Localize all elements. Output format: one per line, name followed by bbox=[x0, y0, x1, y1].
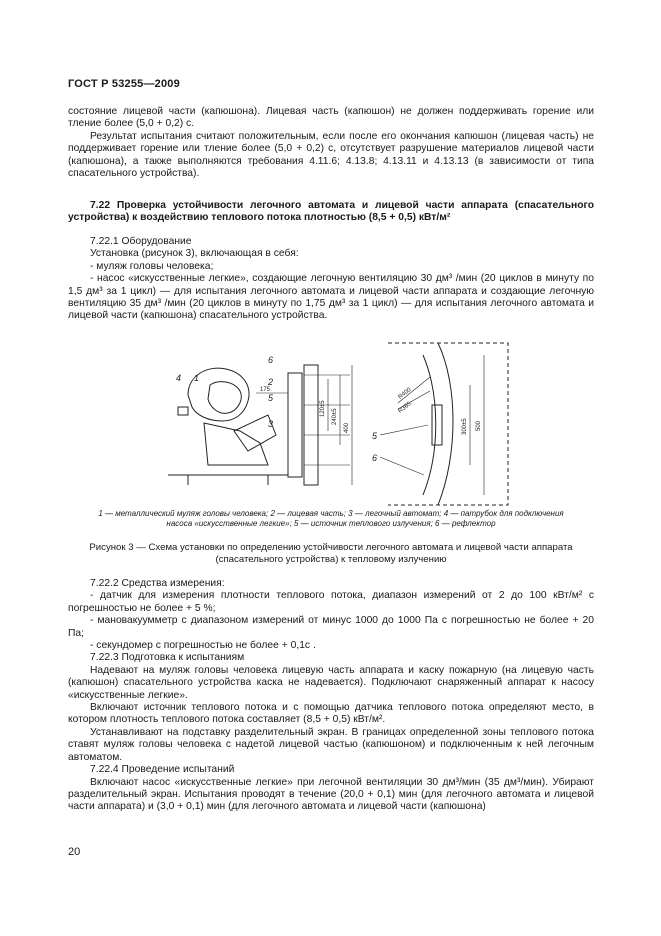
section-title-text: 7.22 Проверка устойчивости легочного автомата и лицевой части аппарата (спасательного устройства) к воздействию теплового потока плотностью (8,5 + 0,5) кВт/м² bbox=[68, 200, 594, 224]
caption-line: (спасательного устройства) к тепловому излучению bbox=[215, 554, 447, 565]
paragraph: 7.22.1 Оборудование bbox=[90, 236, 192, 247]
label-4: 4 bbox=[176, 373, 182, 383]
paragraph: Устанавливают на подставку разделительный экран. В границах определенной зоны теплового потока ставят муляж головы человека с надетой лицевой частью (капюшоном) и подключенным к ней легочным автоматом. bbox=[68, 726, 594, 763]
figure-caption bbox=[68, 542, 594, 566]
label-6-right: 6 bbox=[372, 453, 378, 463]
radiator-shape bbox=[432, 405, 442, 445]
paragraph: 7.22.4 Проведение испытаний bbox=[90, 764, 235, 776]
dim-400: 400 bbox=[344, 422, 350, 433]
radius-365: R365 bbox=[397, 401, 413, 415]
text-block-1 bbox=[68, 106, 594, 180]
paragraph: Результат испытания считают положительным, если после его окончания капюшон (лицевая часть) не поддерживает горение или тление более (5,0 + 0,2) с, отсутствует разрушение материалов лицевой части (капюшона), а также выполняются требования 4.11.6; 4.13.8; 4.13.11 и 4.13.13 (в зависимости от типа спасательного устройства). bbox=[68, 130, 594, 180]
paragraph: Надевают на муляж головы человека лицевую часть аппарата и каску пожарную (на лицевую часть (капюшон) спасательного устройства каска не надевается). Подключают снаряженный аппарат к насосу «искусственные легкие». bbox=[68, 664, 594, 701]
dim-240: 240±5 bbox=[332, 408, 338, 425]
radius-400: R400 bbox=[397, 387, 413, 401]
paragraph: состояние лицевой части (капюшона). Лицевая часть (капюшон) не должен поддерживать горение или тление более (5,0 + 0,2) с. bbox=[68, 106, 594, 130]
dim-300: 300±5 bbox=[462, 418, 468, 435]
paragraph: - мановакуумметр с диапазоном измерений от минус 1000 до 1000 Па с погрешностью не более + 20 Па; bbox=[68, 615, 594, 639]
mask-visor-shape bbox=[208, 382, 241, 414]
label-6: 6 bbox=[268, 355, 274, 365]
page-number: 20 bbox=[68, 846, 81, 858]
head-stand-shape bbox=[204, 423, 268, 465]
label-2: 2 bbox=[268, 377, 274, 387]
base-legs bbox=[188, 475, 268, 485]
pump-connector-shape bbox=[178, 407, 188, 415]
paragraph: - муляж головы человека; bbox=[90, 260, 214, 272]
dim-120: 120±5 bbox=[320, 400, 326, 417]
text-block-2 bbox=[68, 236, 594, 323]
figure-3-diagram bbox=[148, 335, 528, 510]
dim-175: 175 bbox=[260, 387, 271, 393]
figure-legend bbox=[68, 509, 594, 529]
reflector-arc-inner bbox=[423, 355, 436, 495]
paragraph: - секундомер с погрешностью не более + 0,1с . bbox=[90, 640, 316, 652]
reflector-shape bbox=[304, 365, 318, 485]
legend-line: 1 — металлический муляж головы человека; 2 — лицевая часть; 3 — легочный автомат; 4 — патрубок для подключения bbox=[98, 509, 564, 518]
reflector-arc-outer bbox=[438, 343, 453, 505]
label-5: 5 bbox=[268, 393, 274, 403]
section-title bbox=[68, 200, 594, 225]
caption-line: Рисунок 3 — Схема установки по определению устойчивости легочного автомата и лицевой части аппарата bbox=[89, 542, 573, 553]
paragraph: Включают насос «искусственные легкие» при легочной вентиляции 30 дм³/мин (35 дм³/мин). Убирают разделительный экран. Испытания проводят в течение (20,0 + 0,1) мин (для легочного автомата и лицевой части аппарата) и (3,0 + 0,1) мин (для легочного автомата и лицевой части (капюшона) bbox=[68, 776, 594, 813]
label-1: 1 bbox=[194, 373, 200, 383]
label-5-right: 5 bbox=[372, 431, 378, 441]
paragraph: Включают источник теплового потока и с помощью датчика теплового потока определяют место, в котором плотность теплового потока составляет (8,5 + 0,5) кВт/м². bbox=[68, 702, 594, 726]
paragraph: Установка (рисунок 3), включающая в себя: bbox=[90, 248, 299, 260]
paragraph: 7.22.2 Средства измерения: bbox=[90, 578, 225, 589]
text-block-3 bbox=[68, 578, 594, 814]
paragraph: 7.22.3 Подготовка к испытаниям bbox=[90, 652, 245, 664]
dim-500: 500 bbox=[476, 420, 482, 431]
label-3: 3 bbox=[268, 419, 274, 429]
standard-header: ГОСТ Р 53255—2009 bbox=[68, 78, 180, 90]
paragraph: - датчик для измерения плотности теплового потока, диапазон измерений от 2 до 100 кВт/м² с погрешностью не более + 5 %; bbox=[68, 590, 594, 614]
legend-line: насоса «искусственные легкие»; 5 — источник теплового излучения; 6 — рефлектор bbox=[166, 519, 496, 528]
heat-source-shape bbox=[288, 373, 302, 477]
paragraph: - насос «искусственные легкие», создающие легочную вентиляцию 30 дм³ /мин (20 циклов в минуту по 1,5 дм³ за 1 цикл) — для испытания легочного автомата и лицевой части аппарата и создающие легочную вентиляцию 35 дм³ /мин (20 циклов в минуту по 1,75 дм³ за 1 цикл) — для испытания легочного автомата и лицевой части (капюшона) спасательного устройства. bbox=[68, 273, 594, 322]
